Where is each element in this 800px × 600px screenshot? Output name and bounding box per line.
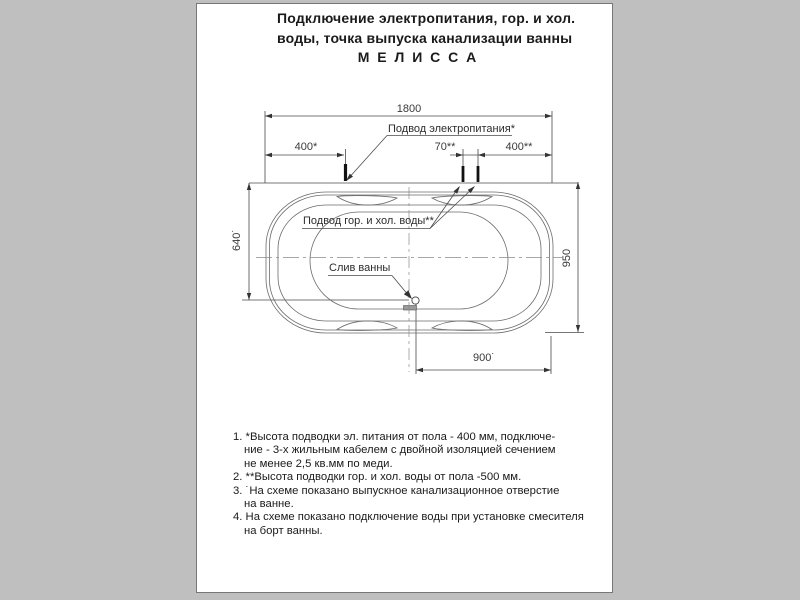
dim-70-text: 70** [434, 141, 456, 153]
note-line: 4. На схеме показано подключение воды при установке смесителя [233, 511, 584, 524]
dimension-power-offset [265, 141, 344, 157]
dimension-wall-to-drain [231, 183, 251, 300]
rim-ledge-bottom-left [337, 321, 397, 330]
headrest-ledge-top-right [432, 196, 492, 205]
dimension-pipe-gap-and-water-offset [435, 141, 552, 157]
page-title-model-name: М Е Л И С С А [357, 49, 479, 65]
dim-400-water-text: 400** [505, 141, 533, 153]
dimension-drain-to-edge [416, 352, 551, 372]
note-line: ние - 3-х жильным кабелем с двойной изоляцией сечением [244, 444, 556, 457]
tub-outline [266, 192, 553, 333]
label-drain [328, 262, 419, 304]
label-power-supply-text: Подвод электропитания* [388, 123, 515, 135]
label-water-supply-text: Подвод гор. и хол. воды** [303, 215, 434, 227]
drain-hole [412, 297, 419, 304]
label-drain-text: Слив ванны [329, 262, 391, 274]
dim-1800-text: 1800 [396, 103, 422, 115]
note-line: на ванне. [244, 498, 294, 511]
dim-950-text: 950 [561, 248, 573, 268]
extension-lines [242, 111, 584, 374]
note-line: 2. **Высота подводки гор. и хол. воды от пола -500 мм. [233, 471, 522, 484]
dimension-wall-to-front [561, 182, 580, 332]
dim-400-power-text: 400* [294, 141, 318, 153]
headrest-ledge-top-left [337, 196, 397, 205]
note-line: 3. ˙На схеме показано выпускное канализационное отверстие [233, 484, 560, 497]
note-line: 1. *Высота подводки эл. питания от пола - 400 мм, подключе- [233, 431, 556, 443]
dim-640-text: 640˙ [231, 228, 243, 252]
note-line: не менее 2,5 кв.мм по меди. [244, 457, 393, 470]
label-power-supply [346, 123, 516, 181]
connection-points [346, 164, 479, 182]
note-line: на борт ванны. [244, 524, 323, 537]
overflow-slot [404, 306, 417, 311]
notes [233, 431, 593, 538]
page-title-line-2: воды, точка выпуска канализации ванны [277, 29, 573, 46]
dim-900-text: 900˙ [472, 352, 496, 364]
rim-ledge-bottom-right [432, 321, 492, 330]
page-title-line-1: Подключение электропитания, гор. и хол. [277, 10, 576, 26]
dimension-total-width [265, 103, 552, 118]
